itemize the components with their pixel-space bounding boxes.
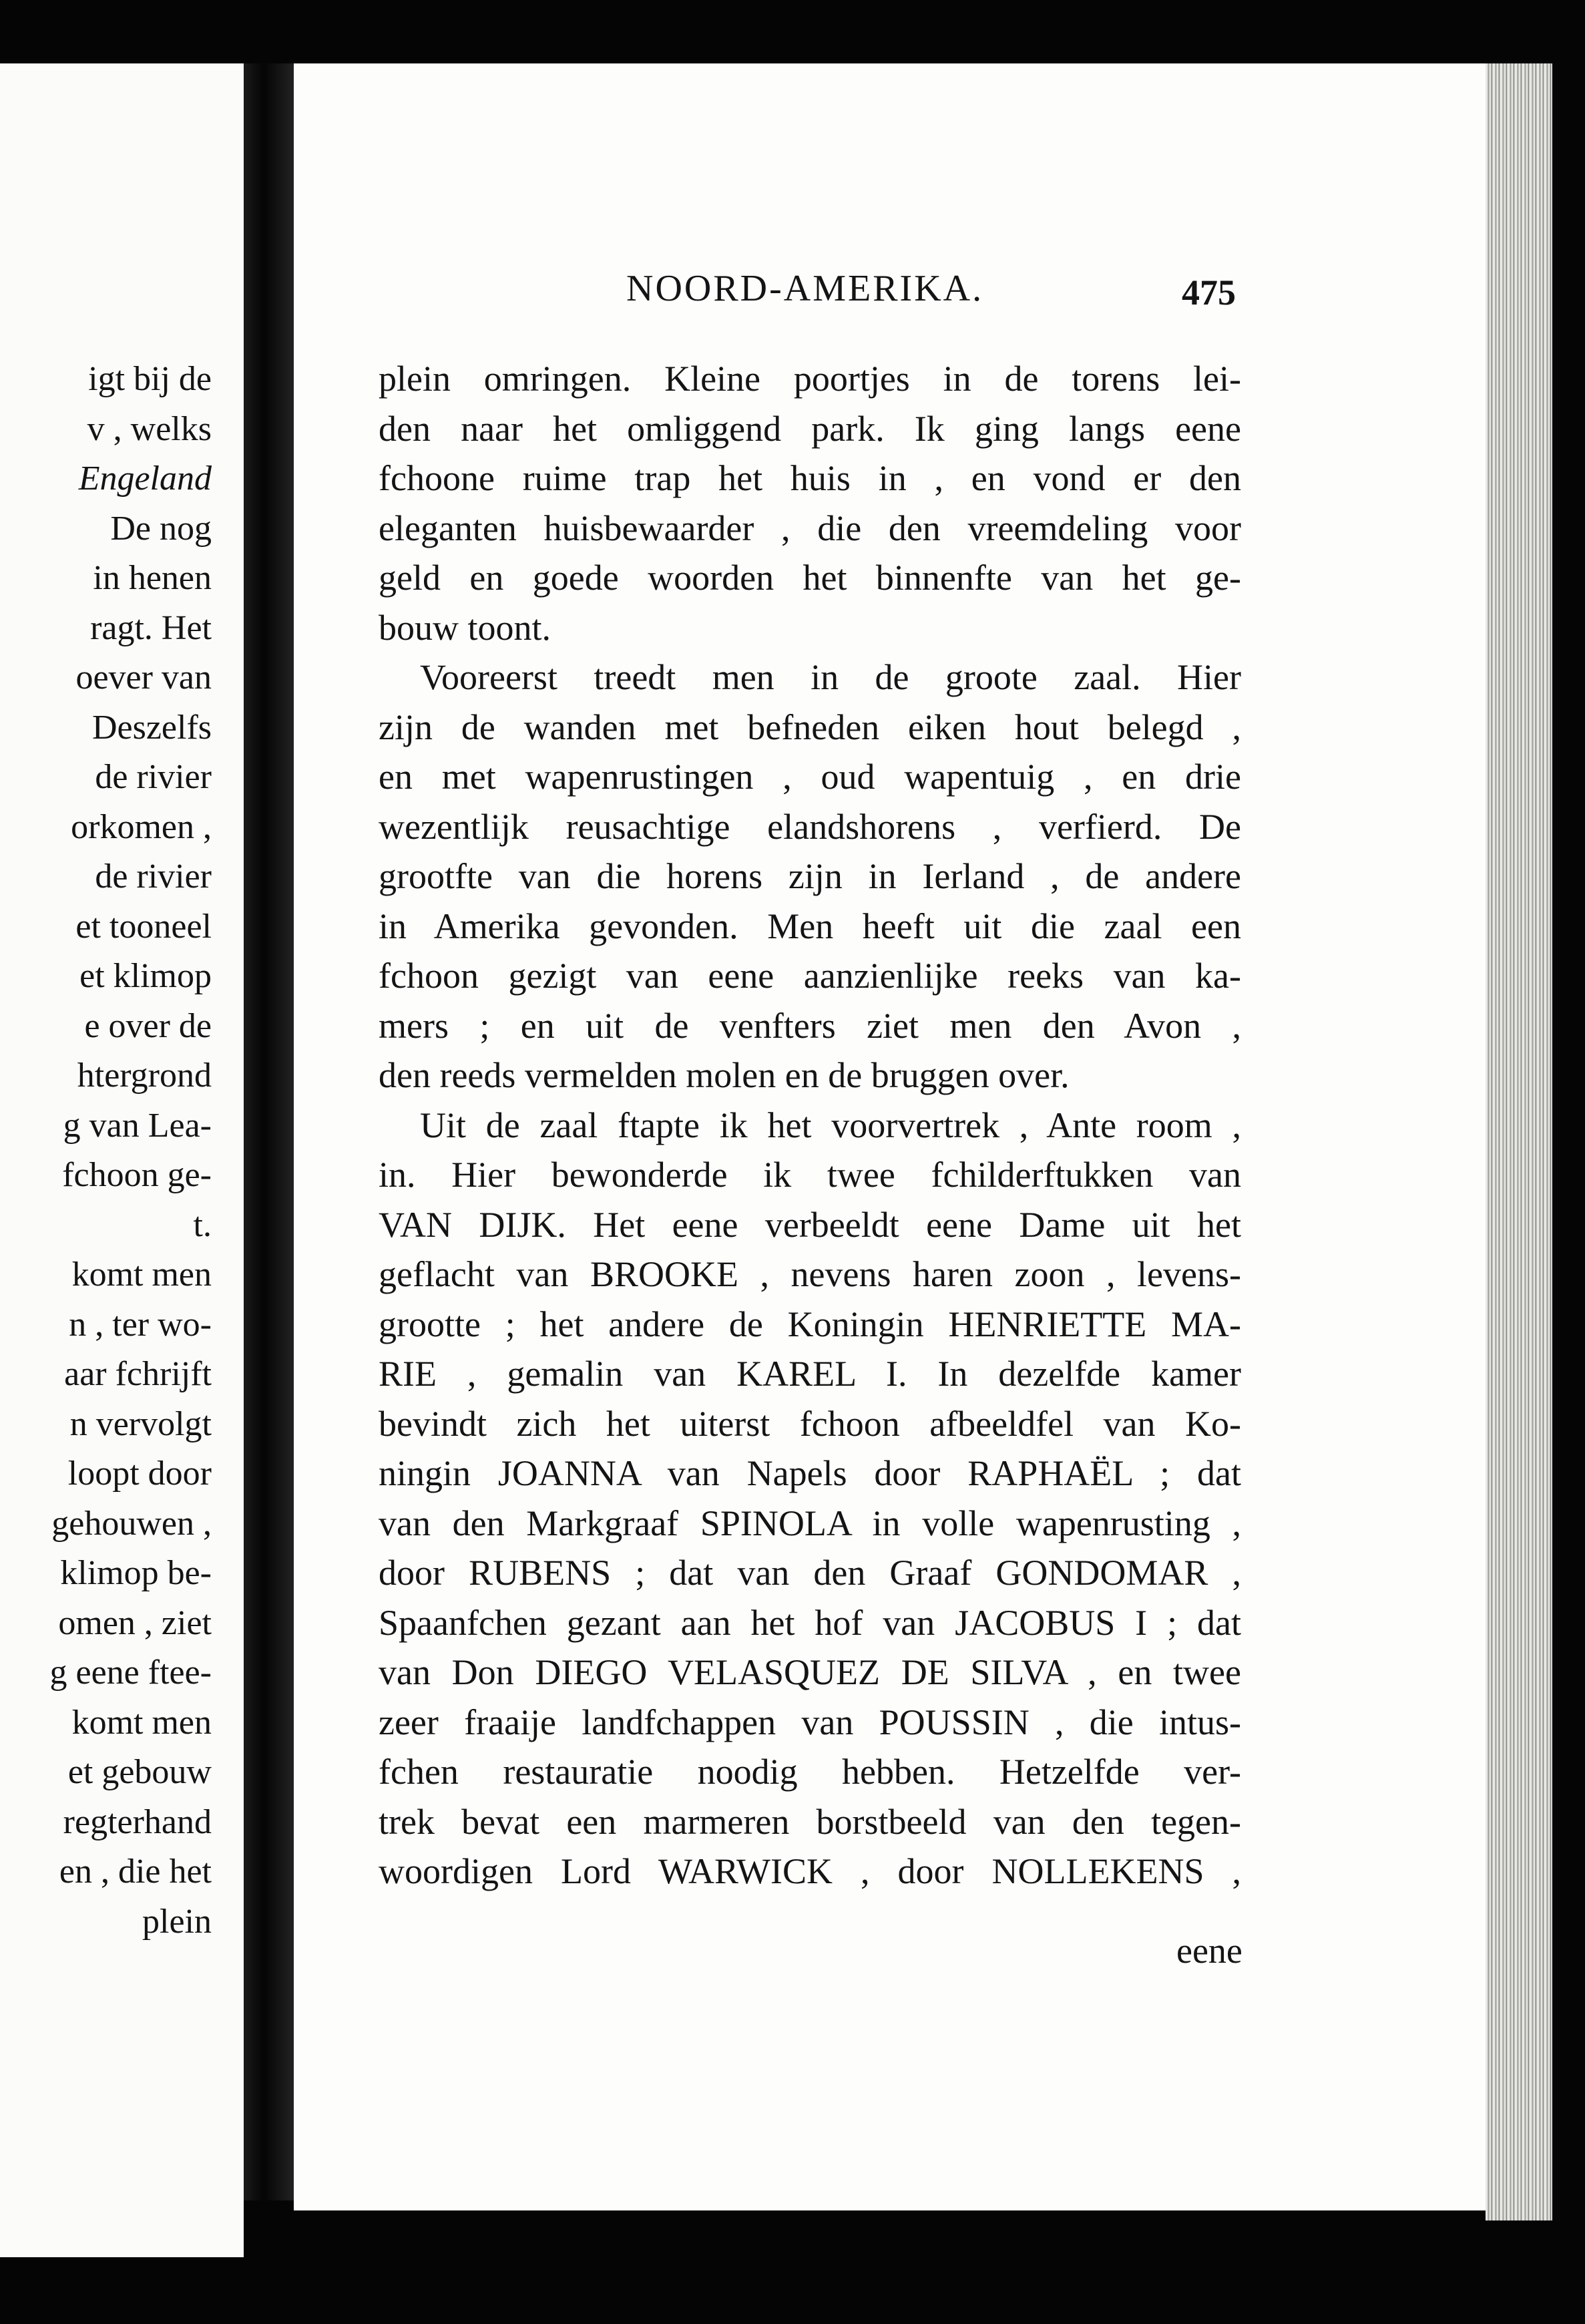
text-line: loopt door bbox=[67, 1455, 212, 1493]
text-line: geld en goede woorden het binnenfte van het ge- bbox=[379, 558, 1241, 598]
text-line: n , ter wo- bbox=[69, 1305, 212, 1344]
text-line: woordigen Lord WARWICK , door NOLLEKENS , bbox=[379, 1851, 1241, 1891]
text-line: de rivier bbox=[95, 857, 212, 896]
page-number: 475 bbox=[1182, 272, 1236, 313]
text-line: eleganten huisbewaarder , die den vreemdeling voor bbox=[379, 508, 1241, 548]
previous-page-text bbox=[0, 355, 212, 1947]
text-line: en , die het bbox=[59, 1853, 212, 1891]
text-line: plein omringen. Kleine poortjes in de torens lei- bbox=[379, 359, 1241, 399]
text-line: fchoon ge- bbox=[62, 1156, 212, 1194]
text-line: g eene ftee- bbox=[49, 1654, 212, 1692]
text-line: et tooneel bbox=[75, 907, 212, 946]
text-line: De nog bbox=[110, 509, 212, 548]
text-line: grootte ; het andere de Koningin HENRIETTE MA- bbox=[379, 1304, 1241, 1344]
text-line: v , welks bbox=[87, 409, 212, 448]
text-line: n vervolgt bbox=[69, 1404, 212, 1443]
text-line: van den Markgraaf SPINOLA in volle wapenrusting , bbox=[379, 1503, 1241, 1543]
text-line: Engeland bbox=[78, 459, 212, 498]
text-line: bevindt zich het uiterst fchoon afbeeldfel van Ko- bbox=[379, 1403, 1241, 1444]
text-line: den naar het omliggend park. Ik ging langs eene bbox=[379, 408, 1241, 449]
text-line: komt men bbox=[71, 1703, 212, 1742]
text-line: et klimop bbox=[79, 957, 212, 995]
text-line: fchoon gezigt van eene aanzienlijke reeks van ka- bbox=[379, 956, 1241, 996]
text-line: wezentlijk reusachtige elandshorens , verfierd. De bbox=[379, 806, 1241, 847]
text-line: fchen restauratie noodig hebben. Hetzelfde ver- bbox=[379, 1752, 1241, 1792]
text-line: Spaanfchen gezant aan het hof van JACOBUS I ; dat bbox=[379, 1602, 1241, 1643]
text-line: mers ; en uit de venfters ziet men den Avon , bbox=[379, 1005, 1241, 1046]
text-line: aar fchrijft bbox=[64, 1355, 212, 1393]
text-line: en met wapenrustingen , oud wapentuig , en drie bbox=[379, 757, 1241, 797]
text-line: geflacht van BROOKE , nevens haren zoon , levens- bbox=[379, 1254, 1241, 1294]
text-line: plein bbox=[142, 1902, 212, 1941]
text-line: htergrond bbox=[77, 1056, 212, 1095]
text-line: bouw toont. bbox=[379, 607, 551, 648]
text-line: omen , ziet bbox=[58, 1603, 212, 1642]
text-line: RIE , gemalin van KAREL I. In dezelfde kamer bbox=[379, 1354, 1241, 1394]
text-line: zijn de wanden met befneden eiken hout belegd , bbox=[379, 707, 1241, 747]
text-line: den reeds vermelden molen en de bruggen over. bbox=[379, 1055, 1070, 1095]
text-line: igt bij de bbox=[88, 360, 212, 398]
text-line: ningin JOANNA van Napels door RAPHAËL ; dat bbox=[379, 1453, 1241, 1493]
text-line: fchoone ruime trap het huis in , en vond er den bbox=[379, 458, 1241, 498]
running-head: NOORD-AMERIKA. bbox=[626, 268, 984, 309]
text-line: Deszelfs bbox=[91, 708, 212, 747]
text-line: grootfte van die horens zijn in Ierland , de andere bbox=[379, 856, 1241, 896]
text-line: trek bevat een marmeren borstbeeld van den tegen- bbox=[379, 1801, 1241, 1842]
text-line: van Don DIEGO VELASQUEZ DE SILVA , en twee bbox=[379, 1652, 1241, 1692]
text-line: gehouwen , bbox=[51, 1504, 212, 1543]
text-line: de rivier bbox=[95, 758, 212, 796]
text-line: in. Hier bewonderde ik twee fchilderftukken van bbox=[379, 1155, 1241, 1195]
book-gutter bbox=[244, 63, 294, 2200]
text-line: door RUBENS ; dat van den Graaf GONDOMAR , bbox=[379, 1553, 1241, 1593]
text-line: klimop be- bbox=[60, 1554, 212, 1592]
text-line: zeer fraaije landfchappen van POUSSIN , die intus- bbox=[379, 1702, 1241, 1742]
text-line: orkomen , bbox=[71, 807, 212, 846]
text-line: e over de bbox=[84, 1006, 212, 1045]
text-line: t. bbox=[193, 1205, 212, 1244]
previous-page-fragment bbox=[0, 63, 244, 2257]
catchword: eene bbox=[1176, 1931, 1242, 1971]
text-line: in henen bbox=[93, 559, 212, 597]
text-line: Uit de zaal ftapte ik het voorvertrek , Ante room , bbox=[420, 1105, 1241, 1145]
page-body-text bbox=[379, 354, 1241, 1897]
text-line: g van Lea- bbox=[63, 1106, 212, 1145]
text-line: ragt. Het bbox=[90, 608, 212, 647]
text-line: oever van bbox=[75, 658, 212, 697]
text-line: VAN DIJK. Het eene verbeeldt eene Dame uit het bbox=[379, 1204, 1241, 1245]
text-line: Vooreerst treedt men in de groote zaal. Hier bbox=[420, 657, 1241, 697]
page-edges bbox=[1486, 63, 1552, 2220]
text-line: komt men bbox=[71, 1255, 212, 1294]
text-line: et gebouw bbox=[67, 1753, 212, 1791]
text-line: regterhand bbox=[63, 1802, 212, 1841]
text-line: in Amerika gevonden. Men heeft uit die zaal een bbox=[379, 906, 1241, 946]
